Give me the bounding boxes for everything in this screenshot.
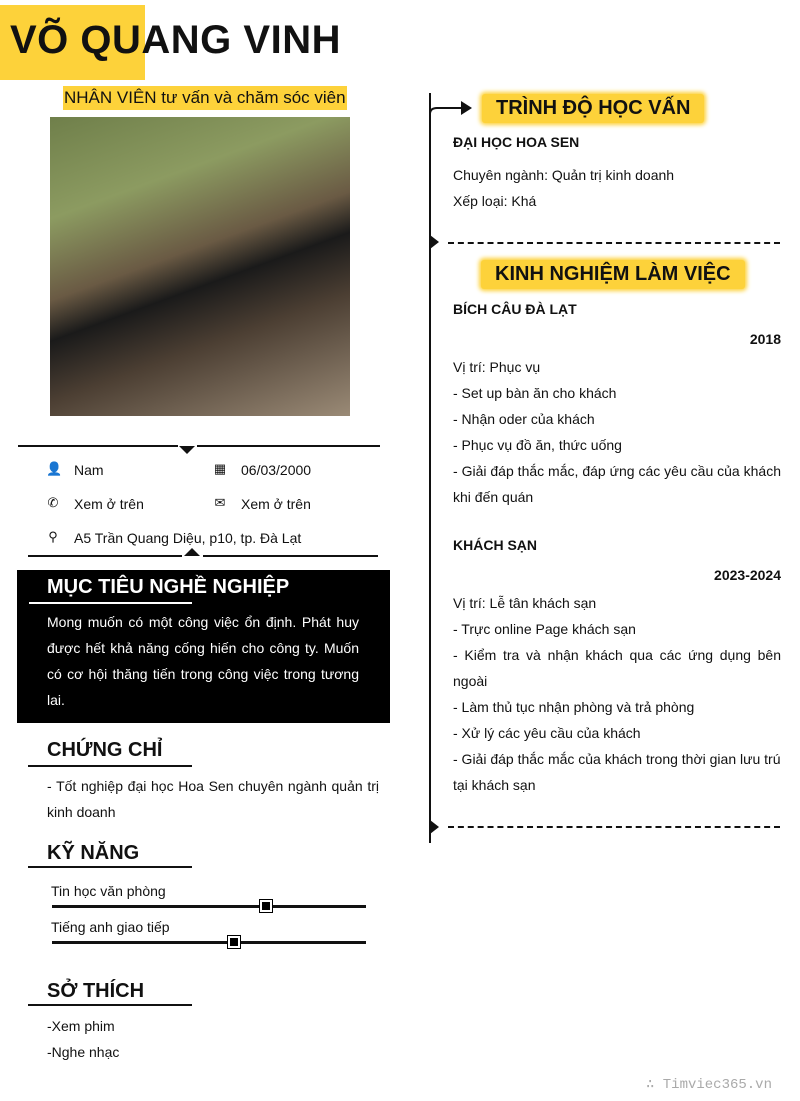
- divider: [28, 866, 192, 868]
- divider: [28, 555, 182, 557]
- email: Xem ở trên: [241, 496, 311, 512]
- watermark: ∴ Timviec365.vn: [645, 1077, 772, 1093]
- certificates-text: - Tốt nghiệp đại học Hoa Sen chuyên ngành quản trị kinh doanh: [47, 778, 379, 820]
- candidate-name: VÕ QUANG VINH: [10, 18, 341, 62]
- dashed-divider: [448, 826, 780, 828]
- divider: [197, 445, 380, 447]
- job-year: 2018: [749, 331, 781, 347]
- profile-photo: [50, 117, 350, 416]
- job-line: Vị trí: Lễ tân khách sạn: [453, 595, 597, 611]
- hobbies-title: SỞ THÍCH: [47, 980, 145, 1002]
- divider: [29, 602, 192, 604]
- location-icon: ⚲: [48, 529, 58, 544]
- job-line: - Giải đáp thắc mắc của khách trong thời gian lưu trú tại khách sạn: [453, 751, 781, 793]
- user-icon: 👤: [46, 461, 63, 476]
- objective-section: [17, 570, 390, 723]
- timeline-marker-icon: [430, 820, 439, 834]
- email-icon: ✉: [214, 495, 226, 510]
- divider: [28, 765, 192, 767]
- company-name: KHÁCH SẠN: [453, 537, 537, 553]
- experience-title: KINH NGHIỆM LÀM VIỆC: [481, 260, 745, 289]
- skill-bar: [52, 941, 366, 944]
- job-year: 2023-2024: [714, 567, 781, 583]
- birthday: 06/03/2000: [241, 462, 312, 478]
- education-title: TRÌNH ĐỘ HỌC VẤN: [482, 94, 704, 123]
- job-line: - Làm thủ tục nhận phòng và trả phòng: [453, 699, 695, 715]
- skill-level-knob: [260, 900, 272, 912]
- job-line: - Xử lý các yêu cầu của khách: [453, 725, 641, 741]
- job-line: Vị trí: Phục vụ: [453, 359, 541, 375]
- phone: Xem ở trên: [74, 496, 144, 512]
- calendar-icon: ▦: [213, 461, 227, 476]
- dashed-divider: [448, 242, 780, 244]
- divider: [203, 555, 378, 557]
- skill-label: Tin học văn phòng: [51, 883, 166, 899]
- arrow-icon: [429, 96, 473, 126]
- hobby-item: -Xem phim: [47, 1018, 115, 1034]
- timeline-marker-icon: [430, 235, 439, 249]
- job-line: - Phục vụ đồ ăn, thức uống: [453, 437, 622, 453]
- divider: [28, 1004, 192, 1006]
- rank: Xếp loại: Khá: [453, 193, 537, 209]
- timeline-line: [429, 93, 431, 843]
- job-title: NHÂN VIÊN tư vấn và chăm sóc viên: [63, 86, 347, 110]
- job-line: - Trực online Page khách sạn: [453, 621, 636, 637]
- company-name: BÍCH CÂU ĐÀ LẠT: [453, 301, 577, 317]
- gender: Nam: [74, 462, 104, 478]
- phone-icon: ✆: [47, 495, 59, 510]
- triangle-up-icon: [184, 548, 200, 556]
- triangle-down-icon: [179, 446, 195, 454]
- objective-title: MỤC TIÊU NGHỀ NGHIỆP: [47, 576, 290, 598]
- job-details: [453, 590, 781, 798]
- major: Chuyên ngành: Quản trị kinh doanh: [453, 167, 675, 183]
- certificates-title: CHỨNG CHỈ: [47, 739, 163, 761]
- job-line: - Giải đáp thắc mắc, đáp ứng các yêu cầu của khách khi đến quán: [453, 463, 781, 505]
- skill-level-knob: [228, 936, 240, 948]
- job-line: - Nhận oder của khách: [453, 411, 595, 427]
- address: A5 Trần Quang Diệu, p10, tp. Đà Lạt: [74, 530, 302, 546]
- divider: [18, 445, 178, 447]
- job-details: [453, 354, 781, 510]
- skills-title: KỸ NĂNG: [47, 842, 140, 864]
- skill-label: Tiếng anh giao tiếp: [51, 919, 170, 935]
- job-line: - Kiểm tra và nhận khách qua các ứng dụng bên ngoài: [453, 647, 781, 689]
- skill-bar: [52, 905, 366, 908]
- hobby-item: -Nghe nhạc: [47, 1044, 120, 1060]
- school-name: ĐẠI HỌC HOA SEN: [453, 134, 580, 150]
- job-line: - Set up bàn ăn cho khách: [453, 385, 617, 401]
- objective-text: Mong muốn có một công việc ổn định. Phát huy được hết khả năng cống hiến cho công ty. Muốn có cơ hội thăng tiến trong công việc trong tương lai.: [47, 614, 359, 708]
